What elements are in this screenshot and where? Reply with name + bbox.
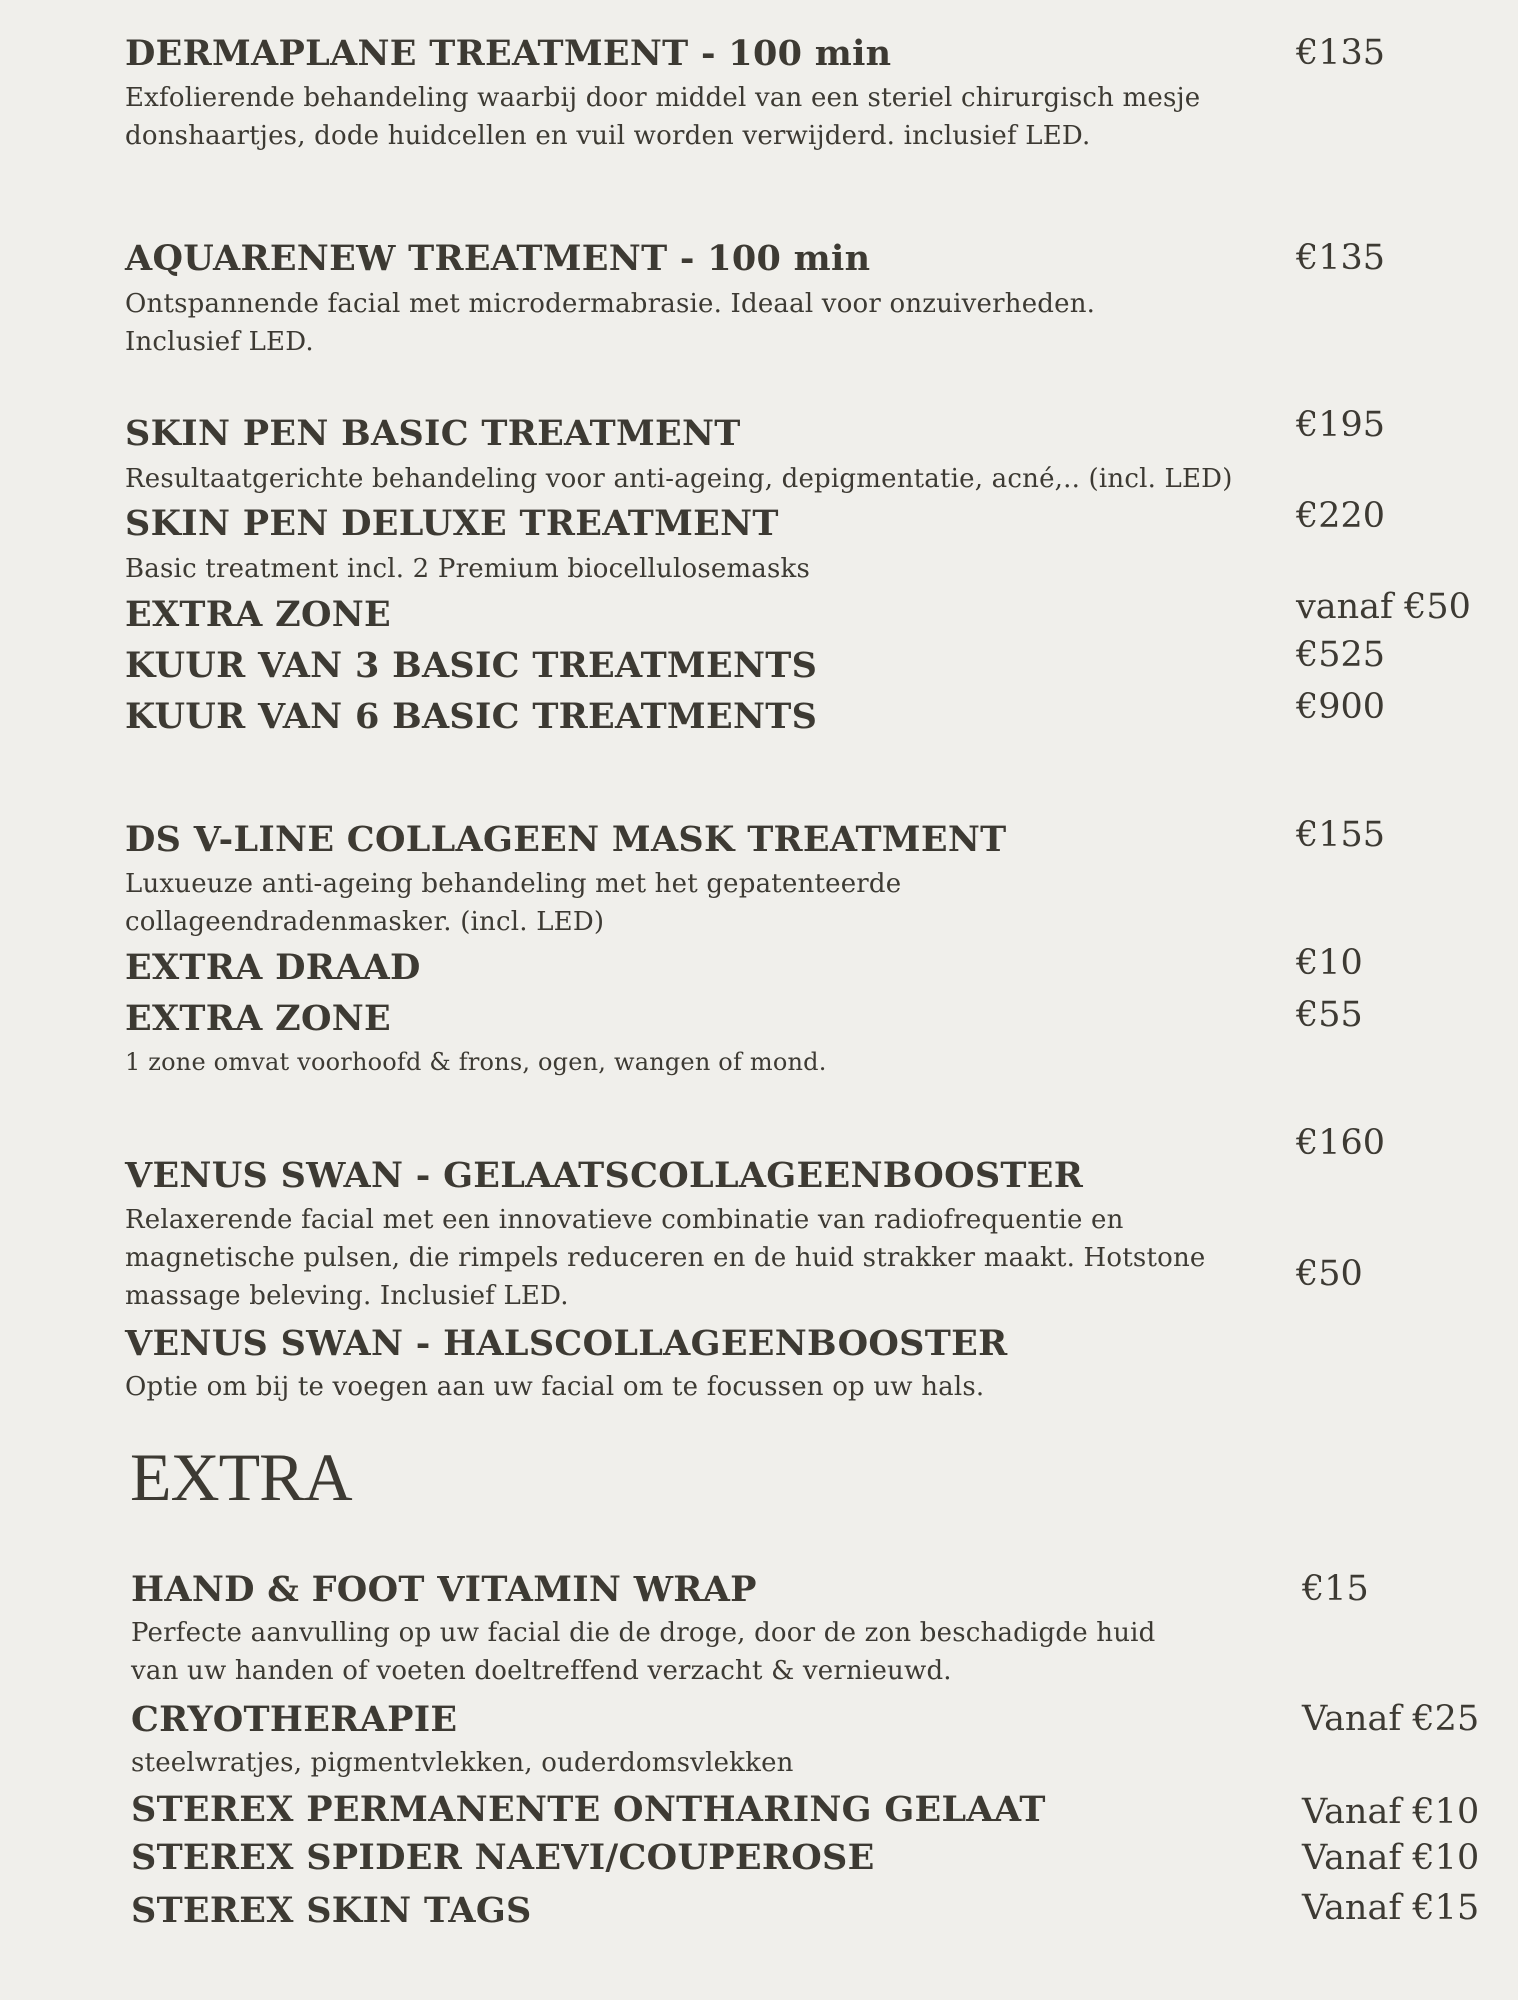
treatment-title-extra-zone-2: EXTRA ZONE xyxy=(125,998,392,1039)
treatment-title-venus-gelaat: VENUS SWAN - GELAATSCOLLAGEENBOOSTER xyxy=(125,1155,1084,1196)
treatment-price-dermaplane: €135 xyxy=(1296,33,1386,73)
treatment-desc-venus-gelaat: Relaxerende facial met een innovatieve combinatie van radiofrequentie en magnetische pulsen, die rimpels reduceren en de huid strakker maakt. Hotstone massage beleving. Inclusief LED. xyxy=(125,1205,1206,1311)
treatment-price-skinpen-deluxe: €220 xyxy=(1296,496,1386,536)
treatment-title-kuur-6: KUUR VAN 6 BASIC TREATMENTS xyxy=(125,696,818,737)
extra-title-sterex-skin-tags: STEREX SKIN TAGS xyxy=(131,1890,532,1931)
treatment-price-extra-zone: vanaf €50 xyxy=(1296,587,1471,627)
treatment-title-aquarenew: AQUARENEW TREATMENT - 100 min xyxy=(125,238,871,279)
treatment-desc-skinpen-deluxe: Basic treatment incl. 2 Premium biocellulosemasks xyxy=(125,554,811,584)
treatment-price-kuur-3: €525 xyxy=(1296,635,1386,675)
treatment-title-dermaplane: DERMAPLANE TREATMENT - 100 min xyxy=(125,33,892,74)
section-heading-extra: EXTRA xyxy=(130,1439,352,1515)
treatment-desc-extra-zone-2: 1 zone omvat voorhoofd & frons, ogen, wangen of mond. xyxy=(125,1048,827,1076)
treatment-desc-aquarenew: Ontspannende facial met microdermabrasie. Ideaal voor onzuiverheden. Inclusief LED. xyxy=(125,289,1096,357)
extra-price-cryotherapie: Vanaf €25 xyxy=(1302,1699,1480,1739)
treatment-title-skinpen-deluxe: SKIN PEN DELUXE TREATMENT xyxy=(125,503,779,544)
extra-desc-hand-foot: Perfecte aanvulling op uw facial die de droge, door de zon beschadigde huid van uw handen of voeten doeltreffend verzacht & vernieuwd. xyxy=(131,1618,1156,1686)
treatment-desc-dermaplane: Exfolierende behandeling waarbij door middel van een steriel chirurgisch mesje donshaartjes, dode huidcellen en vuil worden verwijderd. inclusief LED. xyxy=(125,83,1201,151)
treatment-price-kuur-6: €900 xyxy=(1296,687,1386,727)
extra-price-sterex-ontharing: Vanaf €10 xyxy=(1302,1792,1480,1832)
extra-title-cryotherapie: CRYOTHERAPIE xyxy=(131,1699,458,1740)
treatment-price-aquarenew: €135 xyxy=(1296,238,1386,278)
extra-title-sterex-ontharing: STEREX PERMANENTE ONTHARING GELAAT xyxy=(131,1789,1046,1830)
treatment-desc-ds-vline: Luxueuze anti-ageing behandeling met het gepatenteerde collageendradenmasker. (incl. LED) xyxy=(125,869,902,937)
treatment-title-extra-zone: EXTRA ZONE xyxy=(125,594,392,635)
treatment-price-ds-vline: €155 xyxy=(1296,815,1386,855)
treatment-price-extra-zone-2: €55 xyxy=(1296,995,1363,1035)
treatment-title-ds-vline: DS V-LINE COLLAGEEN MASK TREATMENT xyxy=(125,819,1007,860)
extra-price-sterex-skin-tags: Vanaf €15 xyxy=(1302,1888,1480,1928)
treatment-title-venus-hals: VENUS SWAN - HALSCOLLAGEENBOOSTER xyxy=(125,1323,1008,1364)
extra-price-hand-foot: €15 xyxy=(1302,1569,1369,1609)
treatment-price-venus-gelaat: €160 xyxy=(1296,1123,1386,1163)
treatment-desc-venus-hals: Optie om bij te voegen aan uw facial om te focussen op uw hals. xyxy=(125,1372,985,1402)
treatment-title-skinpen-basic: SKIN PEN BASIC TREATMENT xyxy=(125,413,741,454)
treatment-title-extra-draad: EXTRA DRAAD xyxy=(125,947,421,988)
extra-title-hand-foot: HAND & FOOT VITAMIN WRAP xyxy=(131,1569,757,1610)
treatment-desc-skinpen-basic: Resultaatgerichte behandeling voor anti-ageing, depigmentatie, acné,.. (incl. LED) xyxy=(125,464,1233,494)
treatment-title-kuur-3: KUUR VAN 3 BASIC TREATMENTS xyxy=(125,645,818,686)
treatment-price-extra-draad: €10 xyxy=(1296,943,1363,983)
treatment-price-skinpen-basic: €195 xyxy=(1296,405,1386,445)
treatment-price-venus-hals: €50 xyxy=(1296,1254,1363,1294)
extra-price-sterex-spider: Vanaf €10 xyxy=(1302,1838,1480,1878)
extra-title-sterex-spider: STEREX SPIDER NAEVI/COUPEROSE xyxy=(131,1837,875,1878)
extra-desc-cryotherapie: steelwratjes, pigmentvlekken, ouderdomsvlekken xyxy=(131,1748,794,1778)
